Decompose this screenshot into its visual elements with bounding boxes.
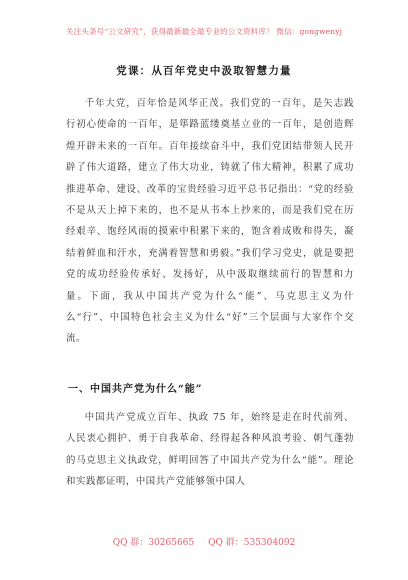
footer-contact xyxy=(0,535,408,548)
header-banner: 关注头条号“公文研究”，获得最新最全最专业的公文资料库！ 微信：gongwenyj xyxy=(65,27,343,36)
footer-qq-group-2: QQ 群：535304092 xyxy=(208,538,296,548)
footer-qq-group-1: QQ 群：30265665 xyxy=(112,538,195,548)
body-paragraph-section-one: 中国共产党成立百年、执政 75 年，始终是走在时代前列、人民衷心拥护、勇于自我革命、经得起各种风浪考验、朝气蓬勃的马克思主义执政党，鲜明回答了中国共产党为什么“能”。理论和实践都证明，中国共产党能够领中国人 xyxy=(66,412,354,488)
body-paragraph-intro: 千年大党，百年恰是风华正茂。我们党的一百年，是矢志践行初心使命的一百年，是筚路蓝缕奠基立业的一百年，是创造辉煌开辟未来的一百年。百年接续奋斗中，我们党团结带领人民开辟了伟大道路，建立了伟大功业，铸就了伟大精神，积累了成功推进革命、建设、改革的宝贵经验习近平总书记指出：“党的经验不是从天上掉下来的，也不是从书本上抄来的，而是我们党在历经艰辛、饱经风雨的摸索中积累下来的，饱含着成败和得失，凝结着鲜血和汗水，充满着智慧和勇毅。”我们学习党史，就是要把党的成功经验传承好、发扬好，从中汲取继续前行的智慧和力量。下面，我从中国共产党为什么“能”、马克思主义为什么“行”、中国特色社会主义为什么“好”三个层面与大家作个交流。 xyxy=(66,98,354,345)
section-heading: 一、中国共产党为什么“能” xyxy=(68,384,203,395)
document-title: 党课：从百年党史中汲取智慧力量 xyxy=(116,65,292,77)
